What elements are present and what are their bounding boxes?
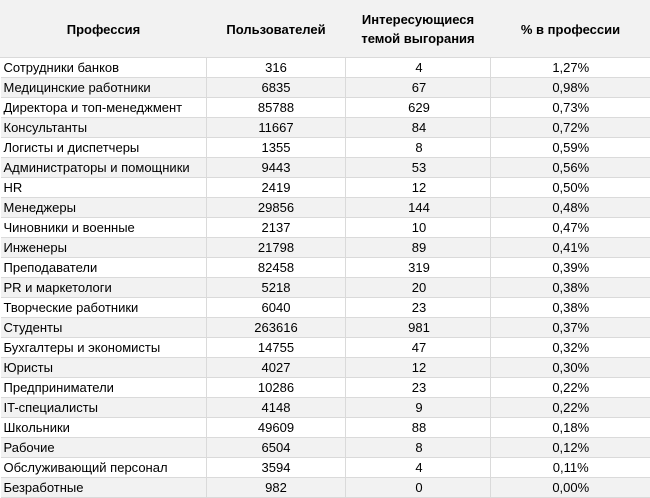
cell-interested: 84 (346, 118, 491, 138)
cell-profession: Чиновники и военные (1, 218, 207, 238)
cell-users: 49609 (207, 418, 346, 438)
cell-profession: HR (1, 178, 207, 198)
cell-interested: 67 (346, 78, 491, 98)
cell-interested: 20 (346, 278, 491, 298)
header-users: Пользователей (207, 1, 346, 58)
cell-interested: 8 (346, 438, 491, 458)
table-row (1, 178, 650, 198)
cell-percent: 0,59% (491, 138, 650, 158)
cell-percent: 0,00% (491, 478, 650, 498)
cell-profession: PR и маркетологи (1, 278, 207, 298)
cell-interested: 12 (346, 178, 491, 198)
cell-users: 21798 (207, 238, 346, 258)
cell-profession: Бухгалтеры и экономисты (1, 338, 207, 358)
cell-percent: 0,38% (491, 278, 650, 298)
cell-percent: 0,47% (491, 218, 650, 238)
cell-percent: 0,22% (491, 398, 650, 418)
cell-percent: 0,18% (491, 418, 650, 438)
table-row (1, 238, 650, 258)
cell-percent: 0,38% (491, 298, 650, 318)
cell-percent: 0,48% (491, 198, 650, 218)
header-interested-line2: темой выгорания (361, 31, 474, 46)
table-row (1, 338, 650, 358)
header-row (1, 1, 650, 58)
table-row (1, 118, 650, 138)
cell-users: 5218 (207, 278, 346, 298)
cell-users: 263616 (207, 318, 346, 338)
table-row (1, 318, 650, 338)
cell-profession: IT-специалисты (1, 398, 207, 418)
cell-users: 6504 (207, 438, 346, 458)
cell-percent: 0,56% (491, 158, 650, 178)
cell-users: 3594 (207, 458, 346, 478)
cell-profession: Обслуживающий персонал (1, 458, 207, 478)
cell-users: 10286 (207, 378, 346, 398)
cell-interested: 23 (346, 378, 491, 398)
cell-percent: 0,22% (491, 378, 650, 398)
table-row (1, 258, 650, 278)
cell-interested: 8 (346, 138, 491, 158)
table-row (1, 298, 650, 318)
cell-percent: 0,98% (491, 78, 650, 98)
cell-profession: Безработные (1, 478, 207, 498)
cell-users: 29856 (207, 198, 346, 218)
cell-profession: Предприниматели (1, 378, 207, 398)
cell-users: 2137 (207, 218, 346, 238)
cell-percent: 0,32% (491, 338, 650, 358)
cell-percent: 0,37% (491, 318, 650, 338)
cell-interested: 9 (346, 398, 491, 418)
cell-interested: 4 (346, 58, 491, 78)
table-row (1, 78, 650, 98)
table-row (1, 398, 650, 418)
cell-users: 1355 (207, 138, 346, 158)
cell-interested: 12 (346, 358, 491, 378)
table-row (1, 358, 650, 378)
table-row (1, 198, 650, 218)
cell-interested: 4 (346, 458, 491, 478)
cell-percent: 0,39% (491, 258, 650, 278)
table-header (1, 1, 650, 58)
cell-profession: Логисты и диспетчеры (1, 138, 207, 158)
table-row (1, 98, 650, 118)
table-body (1, 58, 650, 498)
table-row (1, 218, 650, 238)
cell-interested: 319 (346, 258, 491, 278)
cell-percent: 0,41% (491, 238, 650, 258)
cell-percent: 0,11% (491, 458, 650, 478)
cell-interested: 981 (346, 318, 491, 338)
table-row (1, 418, 650, 438)
cell-profession: Преподаватели (1, 258, 207, 278)
cell-profession: Инженеры (1, 238, 207, 258)
cell-interested: 10 (346, 218, 491, 238)
cell-percent: 0,12% (491, 438, 650, 458)
cell-percent: 1,27% (491, 58, 650, 78)
cell-profession: Студенты (1, 318, 207, 338)
header-percent: % в профессии (491, 1, 650, 58)
cell-interested: 144 (346, 198, 491, 218)
cell-percent: 0,30% (491, 358, 650, 378)
cell-users: 14755 (207, 338, 346, 358)
cell-percent: 0,50% (491, 178, 650, 198)
cell-users: 4027 (207, 358, 346, 378)
cell-users: 11667 (207, 118, 346, 138)
cell-users: 4148 (207, 398, 346, 418)
cell-profession: Менеджеры (1, 198, 207, 218)
header-interested-line1: Интересующиеся (362, 12, 474, 27)
cell-interested: 0 (346, 478, 491, 498)
cell-users: 85788 (207, 98, 346, 118)
table-row (1, 458, 650, 478)
cell-interested: 88 (346, 418, 491, 438)
cell-users: 316 (207, 58, 346, 78)
table-row (1, 158, 650, 178)
cell-profession: Администраторы и помощники (1, 158, 207, 178)
table-row (1, 58, 650, 78)
table-row (1, 278, 650, 298)
cell-users: 2419 (207, 178, 346, 198)
cell-profession: Юристы (1, 358, 207, 378)
cell-interested: 53 (346, 158, 491, 178)
header-interested (346, 1, 491, 58)
table-row (1, 378, 650, 398)
table-row (1, 438, 650, 458)
cell-users: 82458 (207, 258, 346, 278)
cell-interested: 23 (346, 298, 491, 318)
cell-profession: Директора и топ-менеджмент (1, 98, 207, 118)
cell-profession: Рабочие (1, 438, 207, 458)
cell-interested: 47 (346, 338, 491, 358)
cell-profession: Творческие работники (1, 298, 207, 318)
cell-users: 982 (207, 478, 346, 498)
cell-interested: 629 (346, 98, 491, 118)
cell-percent: 0,72% (491, 118, 650, 138)
cell-profession: Медицинские работники (1, 78, 207, 98)
cell-users: 9443 (207, 158, 346, 178)
cell-users: 6040 (207, 298, 346, 318)
cell-percent: 0,73% (491, 98, 650, 118)
table-row (1, 478, 650, 498)
cell-profession: Школьники (1, 418, 207, 438)
header-profession: Профессия (1, 1, 207, 58)
cell-users: 6835 (207, 78, 346, 98)
cell-profession: Сотрудники банков (1, 58, 207, 78)
table-row (1, 138, 650, 158)
cell-profession: Консультанты (1, 118, 207, 138)
cell-interested: 89 (346, 238, 491, 258)
